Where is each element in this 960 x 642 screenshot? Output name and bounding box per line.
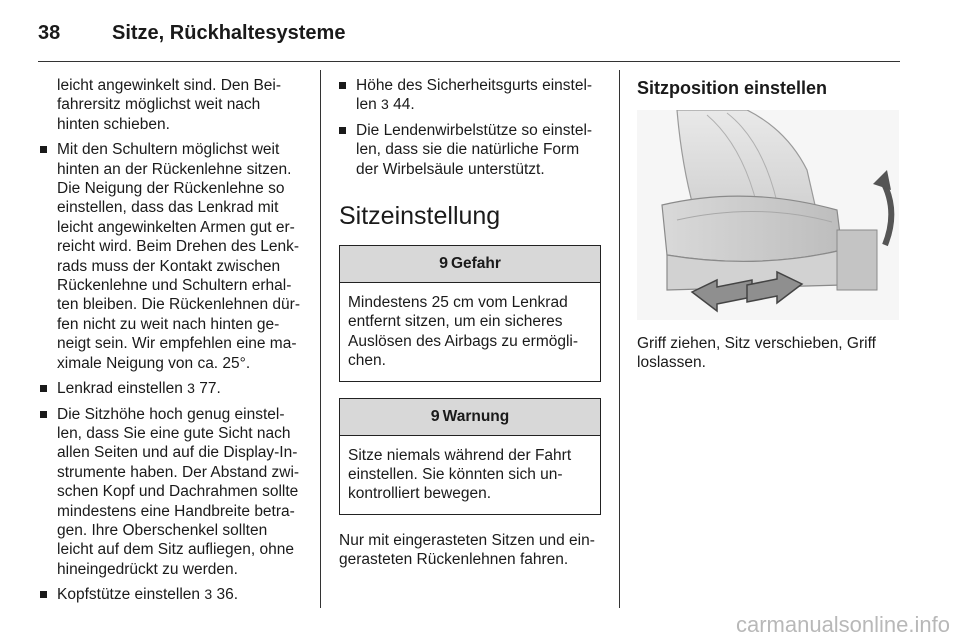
bullet-list-2 (339, 76, 601, 179)
danger-box-body: Mindestens 25 cm vom Lenkrad entfernt sitzen, um ein sicheres Auslösen des Airbags zu ermögli-chen. (348, 294, 579, 370)
page-reference-icon: 3 (204, 586, 213, 603)
header-rule (38, 61, 900, 62)
bullet-list-1 (40, 140, 302, 604)
page-reference-icon: 3 (187, 380, 195, 397)
warning-triangle-icon: 9 (430, 407, 440, 425)
column-3 (637, 76, 899, 373)
list-item: Die Lendenwirbelstütze so einstel-len, dass sie die natürliche Form der Wirbelsäule unterstützt. (339, 121, 601, 179)
page-reference[interactable]: 77. (199, 380, 221, 398)
danger-box-header (340, 246, 600, 283)
page-reference[interactable]: 36. (216, 586, 239, 604)
section-heading: Sitzeinstellung (339, 202, 501, 231)
list-item: Lenkrad einstellen 3 77. (40, 379, 302, 398)
page-reference-icon: 3 (381, 96, 389, 113)
page-number: 38 (38, 21, 61, 44)
list-item: Die Sitzhöhe hoch genug einstel-len, dass Sie eine gute Sicht nach allen Seiten und auf die Display-In-strumente haben. Der Abstand zwi-schen Kopf und Dachrahmen sollte mindestens eine Handbreite betra-gen. Ihre Oberschenkel sollten leicht auf dem Sitz aufliegen, ohne hineingedrückt zu werden. (40, 405, 302, 580)
closing-paragraph: Nur mit eingerasteten Sitzen und ein-gerasteten Rückenlehnen fahren. (339, 531, 595, 569)
watermark: carmanualsonline.info (735, 612, 950, 637)
column-1 (40, 76, 302, 611)
list-item: Kopfstütze einstellen 3 36. (40, 585, 302, 604)
warning-box-title: Warnung (442, 407, 510, 425)
danger-box-title: Gefahr (450, 255, 501, 273)
list-item: Höhe des Sicherheitsgurts einstel-len 3 44. (339, 76, 601, 115)
page-header (38, 16, 345, 50)
seat-illustration-svg (637, 110, 899, 320)
warning-box (339, 398, 601, 515)
danger-box (339, 245, 601, 382)
seat-slide-illustration-icon (637, 110, 899, 320)
column-2 (339, 76, 601, 570)
column-divider-1 (320, 70, 321, 608)
list-item: Mit den Schultern möglichst weit hinten an der Rückenlehne sitzen. Die Neigung der Rückenlehne so einstellen, dass das Lenkrad mit leicht angewinkelten Armen gut er-reicht wird. Beim Drehen des Lenk-rads muss der Kontakt zwischen Rückenlehne und Schultern erhal-ten bleiben. Die Rückenlehnen dür-fen nicht zu weit nach hinten ge-neigt sein. Wir empfehlen eine ma-ximale Neigung von ca. 25°. (40, 140, 302, 373)
figure-caption: Griff ziehen, Sitz verschieben, Griff loslassen. (637, 335, 876, 372)
continuation-paragraph: leicht angewinkelt sind. Den Bei-fahrersitz möglichst weit nach hinten schieben. (57, 77, 282, 133)
warning-box-header (340, 399, 600, 436)
sub-heading: Sitzposition einstellen (637, 78, 828, 98)
page-reference[interactable]: 44. (393, 96, 415, 114)
warning-box-body: Sitze niemals während der Fahrt einstellen. Sie könnten sich un-kontrolliert bewegen. (348, 446, 572, 503)
warning-triangle-icon: 9 (439, 255, 448, 273)
page-title: Sitze, Rückhaltesysteme (112, 21, 346, 44)
column-divider-2 (619, 70, 620, 608)
